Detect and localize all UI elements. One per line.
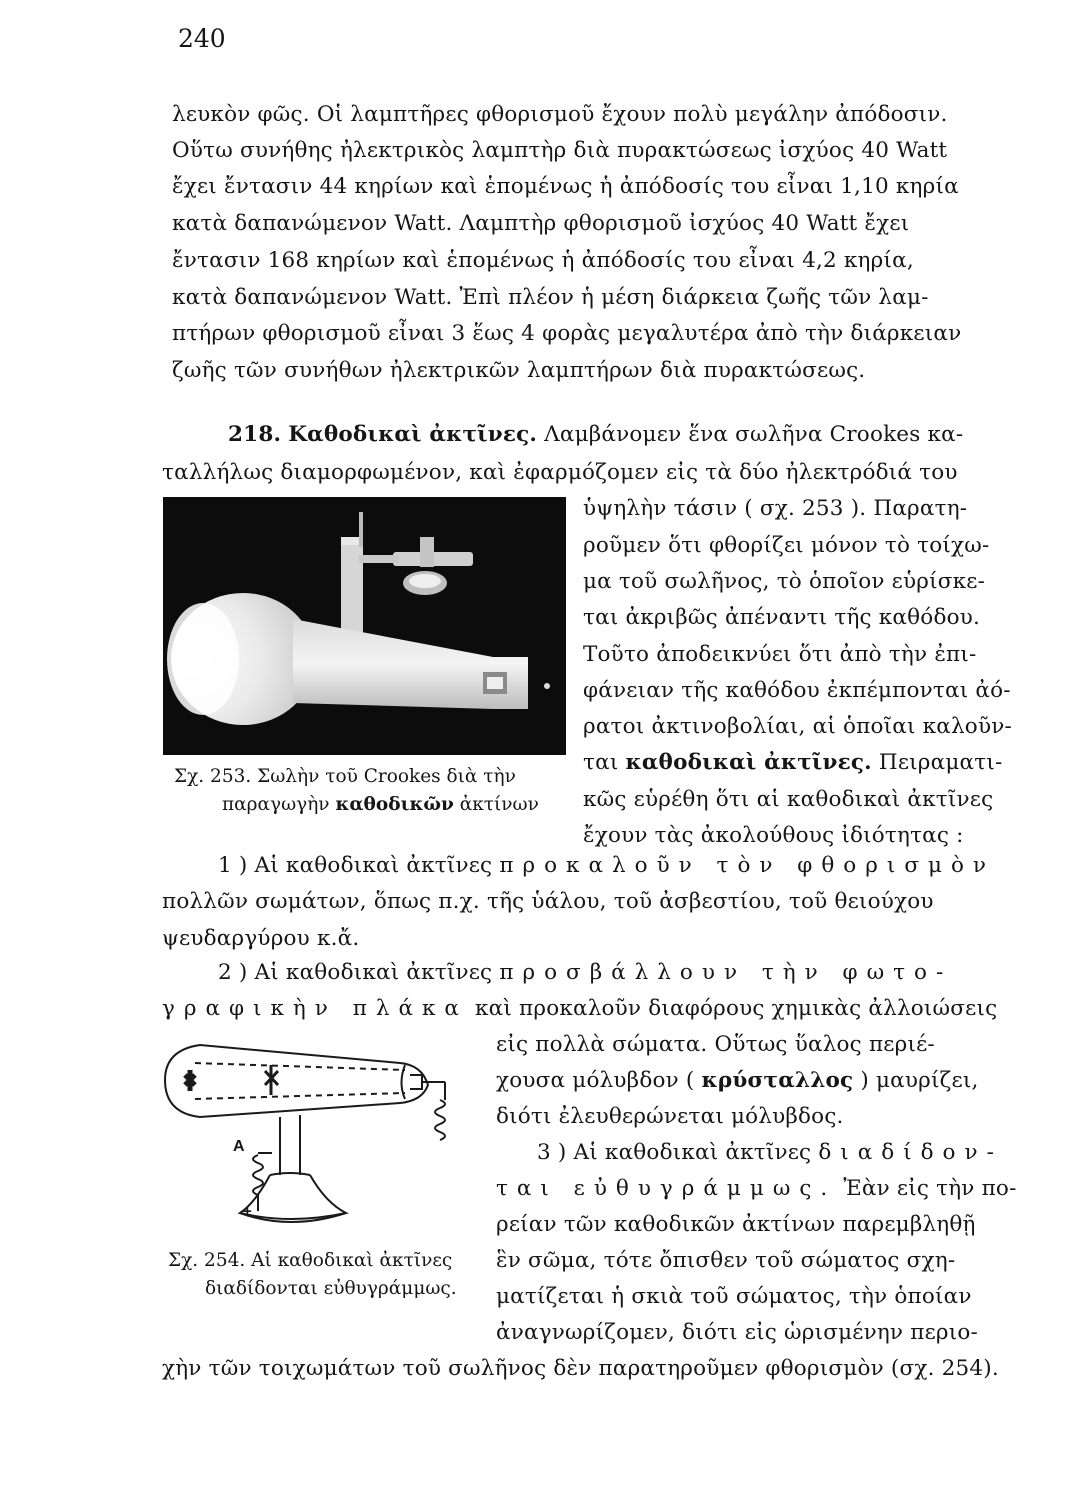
text-line: χὴν τῶν τοιχωμάτων τοῦ σωλῆνος δὲν παρατηροῦμεν φθορισμὸν (σχ. 254). <box>162 1356 999 1381</box>
section-number: 218. <box>228 422 282 447</box>
text-line: ται ἀκριβῶς ἀπέναντι τῆς καθόδου. <box>583 605 981 630</box>
figure-label-plus: + <box>243 1203 252 1220</box>
text-line: ταλλήλως διαμορφωμένον, καὶ ἐφαρμόζομεν εἰς τὰ δύο ἠλεκτρόδιά του <box>162 460 958 485</box>
bold-term: κρύσταλλος <box>701 1068 854 1093</box>
text-line: ψευδαργύρου κ.ἄ. <box>162 926 360 951</box>
caption-fragment: παραγωγὴν <box>222 794 330 815</box>
item-number: 3 ) Αἱ καθοδικαὶ ἀκτῖνες <box>537 1140 812 1165</box>
text-line: Τοῦτο ἀποδεικνύει ὅτι ἀπὸ τὴν ἐπι- <box>583 642 977 667</box>
text-line: εἰς πολλὰ σώματα. Οὕτως ὕαλος περιέ- <box>496 1032 935 1057</box>
section-heading-line <box>228 424 963 446</box>
text-line: φάνειαν τῆς καθόδου ἐκπέμπονται ἀό- <box>583 678 1011 703</box>
text-line: μα τοῦ σωλῆνος, τὸ ὁποῖον εὑρίσκε- <box>583 569 986 594</box>
text-line: πτήρων φθορισμοῦ εἶναι 3 ἕως 4 φορὰς μεγαλυτέρα ἀπὸ τὴν διάρκειαν <box>172 321 962 346</box>
text-line: κῶς εὑρέθη ὅτι αἱ καθοδικαὶ ἀκτῖνες <box>583 787 994 812</box>
text-line: ἀναγνωρίζομεν, διότι εἰς ὡρισμένην περιο- <box>496 1320 978 1345</box>
section-intro: Λαμβάνομεν ἕνα σωλῆνα Crookes κα- <box>544 422 964 447</box>
page-number: 240 <box>178 24 226 53</box>
spaced-emphasis: προσβάλλουν τὴν φωτο- <box>499 960 953 985</box>
item-number: 1 ) Αἱ καθοδικαὶ ἀκτῖνες <box>218 853 493 878</box>
text-line: ματίζεται ἡ σκιὰ τοῦ σώματος, τὴν ὁποίαν <box>496 1284 972 1309</box>
text-line <box>583 752 1002 774</box>
text-line: ρατοι ἀκτινοβολίαι, αἱ ὁποῖαι καλοῦν- <box>583 714 1012 739</box>
spaced-emphasis: διαδίδον- <box>818 1140 1003 1165</box>
text-fragment: χουσα μόλυβδον ( <box>496 1068 695 1093</box>
spaced-emphasis: γραφικὴν πλάκα <box>162 996 468 1021</box>
text-line: διότι ἐλευθερώνεται μόλυβδος. <box>496 1104 844 1129</box>
text-line: κατὰ δαπανώμενον Watt. Λαμπτὴρ φθορισμοῦ ἰσχύος 40 Watt ἔχει <box>172 211 910 236</box>
text-line: πολλῶν σωμάτων, ὅπως π.χ. τῆς ὑάλου, τοῦ ἀσβεστίου, τοῦ θειούχου <box>162 889 934 914</box>
text-line: ἔχει ἔντασιν 44 κηρίων καὶ ἑπομένως ἡ ἀπόδοσίς του εἶναι 1,10 κηρία <box>172 174 959 199</box>
text-line: ρείαν τῶν καθοδικῶν ἀκτίνων παρεμβληθῇ <box>496 1212 976 1237</box>
caption-bold-term: καθοδικῶν <box>335 794 454 815</box>
item-2-line1 <box>218 962 952 984</box>
text-line: ὑψηλὴν τάσιν ( σχ. 253 ). Παρατη- <box>583 496 968 521</box>
text-line: λευκὸν φῶς. Οἱ λαμπτῆρες φθορισμοῦ ἔχουν πολὺ μεγάλην ἀπόδοσιν. <box>172 102 948 127</box>
figure-253-caption-line2 <box>222 796 539 815</box>
text-line: ἓν σῶμα, τότε ὄπισθεν τοῦ σώματος σχη- <box>496 1248 956 1273</box>
figure-253-photo <box>163 497 566 755</box>
item-2-line4 <box>496 1070 978 1092</box>
item-number: 2 ) Αἱ καθοδικαὶ ἀκτῖνες <box>218 960 493 985</box>
text-fragment: Ἐὰν εἰς τὴν πο- <box>843 1176 1017 1201</box>
text-fragment: Πειραματι- <box>878 750 1003 775</box>
text-fragment: ) μαυρίζει, <box>860 1068 979 1093</box>
section-title: Καθοδικαὶ ἀκτῖνες. <box>288 422 538 447</box>
text-line: Οὕτω συνήθης ἠλεκτρικὸς λαμπτὴρ διὰ πυρακτώσεως ἰσχύος 40 Watt <box>172 138 948 163</box>
bold-term: καθοδικαὶ ἀκτῖνες. <box>625 750 872 775</box>
text-line: ἔχουν τὰς ἀκολούθους ἰδιότητας : <box>583 823 964 848</box>
figure-254-caption-line1: Σχ. 254. Αἱ καθοδικαὶ ἀκτῖνες <box>168 1250 453 1271</box>
figure-label-a: A <box>233 1138 245 1155</box>
figure-253-caption-line1: Σχ. 253. Σωλὴν τοῦ Crookes διὰ τὴν <box>174 766 516 787</box>
spaced-emphasis: ται εὐθυγράμμως. <box>496 1176 837 1201</box>
spaced-emphasis: προκαλοῦν τὸν φθορισμὸν <box>499 853 995 878</box>
figure-254-caption-line2: διαδίδονται εὐθυγράμμως. <box>205 1278 457 1299</box>
caption-fragment: ἀκτίνων <box>459 794 539 815</box>
figure-254-drawing <box>160 1025 490 1243</box>
text-line: κατὰ δαπανώμενον Watt. Ἐπὶ πλέον ἡ μέση διάρκεια ζωῆς τῶν λαμ- <box>172 285 929 310</box>
text-line: ροῦμεν ὅτι φθορίζει μόνον τὸ τοίχω- <box>583 533 990 558</box>
item-3-line2 <box>496 1178 1017 1200</box>
text-line: ἔντασιν 168 κηρίων καὶ ἑπομένως ἡ ἀπόδοσίς του εἶναι 4,2 κηρία, <box>172 248 914 273</box>
text-fragment: καὶ προκαλοῦν διαφόρους χημικὰς ἀλλοιώσεις <box>475 996 998 1021</box>
text-fragment: ται <box>583 750 619 775</box>
text-line: ζωῆς τῶν συνήθων ἠλεκτρικῶν λαμπτήρων διὰ πυρακτώσεως. <box>172 358 866 383</box>
item-3-line1 <box>537 1142 1003 1164</box>
item-2-line2 <box>162 998 997 1020</box>
item-1-line1 <box>218 855 995 877</box>
